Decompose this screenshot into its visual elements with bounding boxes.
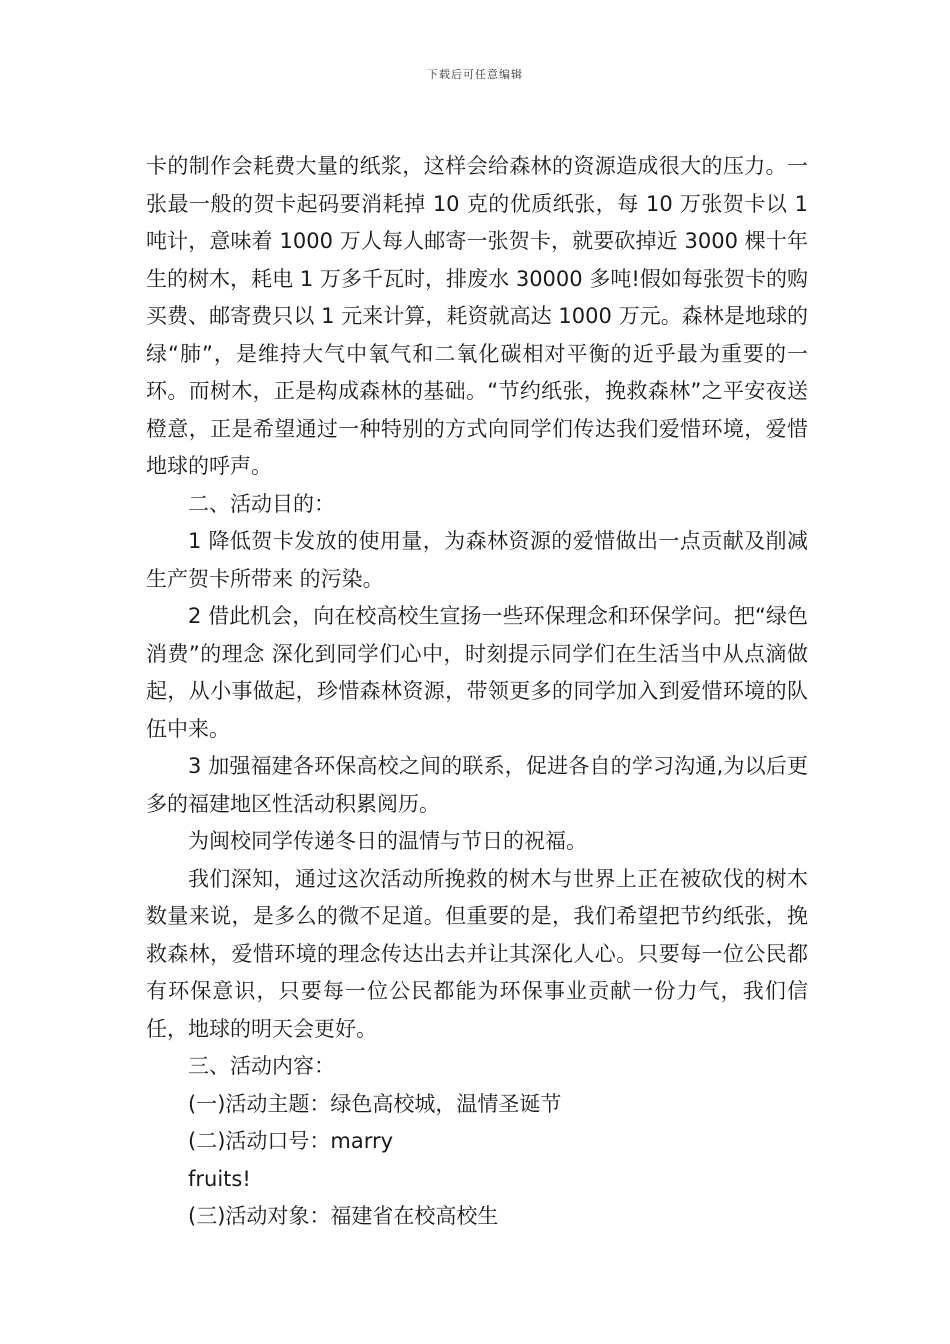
document-body [146, 148, 808, 1236]
item-slogan-continued: fruits! [188, 1166, 251, 1191]
paragraph-intro: 卡的制作会耗费大量的纸浆，这样会给森林的资源造成很大的压力。一张最一般的贺卡起码要消耗掉 10 克的优质纸张，每 10 万张贺卡以 1 吨计，意味着 1000 万人每人邮寄一张贺卡，就要砍掉近 3000 棵十年生的树木，耗电 1 万多千瓦时，排废水 30000 多吨!假如每张贺卡的购买费、邮寄费只以 1 元来计算，耗资就高达 1000 万元。森林是地球的绿“肺”，是维持大气中氧气和二氧化碳相对平衡的近乎最为重要的一环。而树木，正是构成森林的基础。“节约纸张，挽救森林”之平安夜送橙意，正是希望通过一种特别的方式向同学们传达我们爱惜环境，爱惜地球的呼声。 [146, 154, 808, 478]
header-note: 下载后可任意编辑 [427, 68, 523, 81]
section-heading-purpose: 二、活动目的： [188, 491, 335, 516]
item-target: (三)活动对象：福建省在校高校生 [188, 1204, 499, 1228]
paragraph-purpose-3: 3 加强福建各环保高校之间的联系，促进各自的学习沟通,为以后更多的福建地区性活动积累阅历。 [146, 754, 808, 816]
item-theme: (一)活动主题：绿色高校城，温情圣诞节 [188, 1091, 562, 1116]
item-slogan: (二)活动口号：marry [188, 1129, 394, 1153]
paragraph-purpose-2: 2 借此机会，向在校高校生宣扬一些环保理念和环保学问。把“绿色消费”的理念 深化到同学们心中，时刻提示同学们在生活当中从点滴做起，从小事做起，珍惜森林资源，带领更多的同学加入到爱惜环境的队伍中来。 [146, 604, 808, 741]
paragraph-purpose-4: 为闽校同学传递冬日的温情与节日的祝福。 [188, 829, 587, 853]
paragraph-purpose-1: 1 降低贺卡发放的使用量，为森林资源的爱惜做出一点贡献及削减生产贺卡所带来 的污染。 [146, 529, 808, 591]
section-heading-content: 三、活动内容： [188, 1054, 335, 1078]
paragraph-reflection: 我们深知，通过这次活动所挽救的树木与世界上正在被砍伐的树木数量来说，是多么的微不足道。但重要的是，我们希望把节约纸张，挽救森林，爱惜环境的理念传达出去并让其深化人心。只要每一位公民都有环保意识，只要每一位公民都能为环保事业贡献一份力气，我们信任，地球的明天会更好。 [146, 866, 808, 1041]
